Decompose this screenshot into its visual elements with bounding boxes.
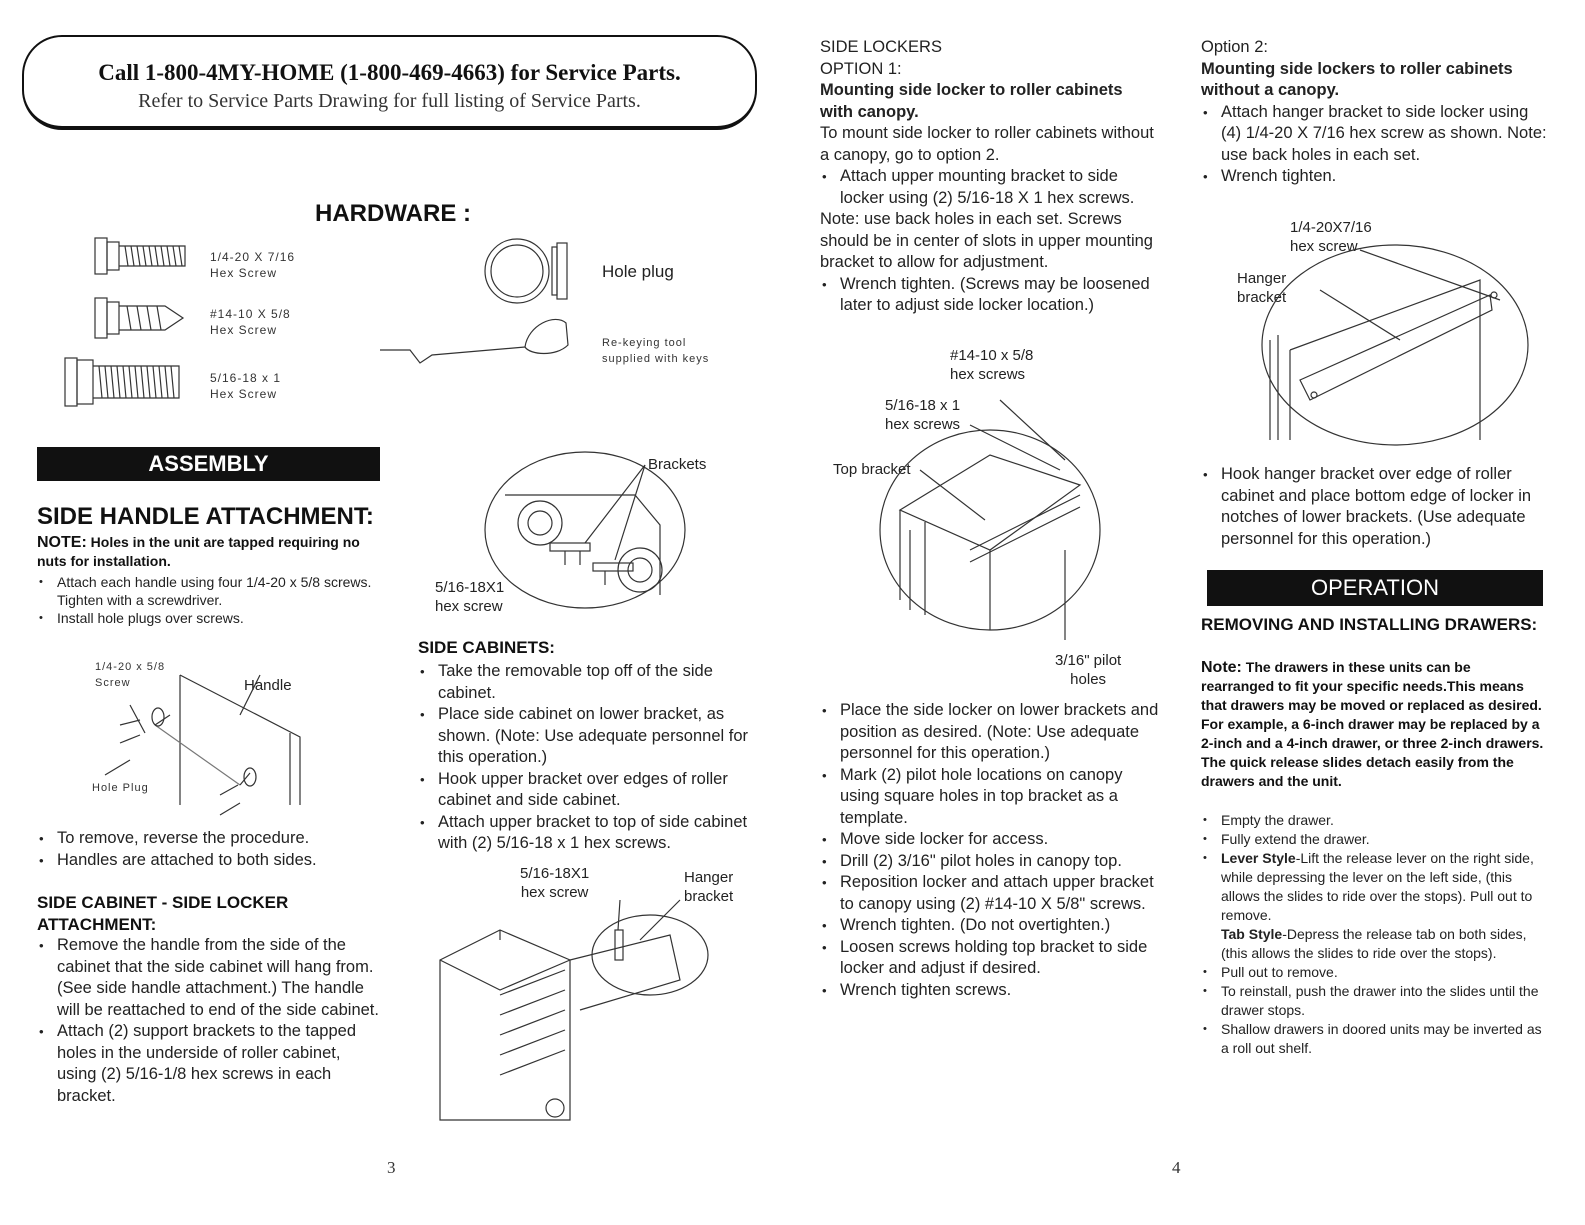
option1-step-drill: • Drill (2) 3/16" pilot holes in canopy top. [820, 851, 1160, 873]
top-bracket-drawing [880, 400, 1100, 640]
option2-title: Mounting side lockers to roller cabinets without a canopy. [1201, 59, 1513, 99]
option1-note: Note: use back holes in each set. Screws should be in center of slots in upper mounting bracket to allow for adjustment. [820, 210, 1153, 271]
drawer-steps [1201, 811, 1546, 1058]
fig-hex516-type: hex screws [885, 416, 961, 433]
fig1-screw-size: 5/16-18X1 [435, 579, 505, 596]
fig-opt2-screw-type: hex screw [1290, 238, 1358, 255]
fig-plug-label: Hole Plug [92, 782, 149, 794]
scsl-step-2: • Attach (2) support brackets to the tapped holes in the underside of roller cabinet, using (2) 5/16-1/8 hex screws in each bracket. [37, 1021, 382, 1107]
service-parts-callout [22, 35, 757, 130]
side-cabinet-step-2: • Place side cabinet on lower bracket, as shown. (Note: Use adequate personnel for this operation.) [418, 704, 758, 769]
service-phone-line: Call 1-800-4MY-HOME (1-800-469-4663) for Service Parts. [98, 60, 681, 85]
drawers-note-text: The drawers in these units can be rearranged to fit your specific needs.This means that drawers may be moved or replaced as desired. For example, a 6-inch drawer may be replaced by a 2-inch and a 4-inch drawer, or three 2-inch drawers. The quick release slides detach easily from the drawers and the unit. [1201, 659, 1544, 789]
handle-step-2: • Install hole plugs over screws. [37, 609, 382, 627]
option1-step1: • Attach upper mounting bracket to side locker using (2) 5/16-18 X 1 hex screws. [820, 166, 1160, 209]
fig1-screw-label [435, 578, 504, 616]
hanger-bracket-drawing [1260, 240, 1530, 450]
side-cabinet-drawing [440, 900, 740, 1130]
lever-style-label: Lever Style [1221, 850, 1296, 866]
screw2-type: Hex Screw [210, 323, 278, 337]
drawers-note-label: Note: [1201, 659, 1242, 676]
fig2-screw-size: 5/16-18X1 [520, 865, 590, 882]
option1-heading: OPTION 1: [820, 59, 902, 78]
fig-hex14-size: #14-10 x 5/8 [950, 347, 1034, 364]
option1-step1-list [820, 166, 1160, 209]
option2-step-1: • Attach hanger bracket to side locker using (4) 1/4-20 X 7/16 hex screw as shown. Note: use back holes in each set. [1201, 102, 1551, 167]
fig-opt2-hanger-line2: bracket [1237, 289, 1287, 306]
hardware-screws-drawing [85, 232, 205, 412]
assembly-note [37, 533, 387, 571]
removing-drawers-title: REMOVING AND INSTALLING DRAWERS: [1201, 615, 1538, 634]
option1-step-mark: • Mark (2) pilot hole locations on canopy using square holes in top bracket as a template. [820, 765, 1160, 830]
page-number-right: 4 [1172, 1158, 1181, 1177]
side-handle-title: SIDE HANDLE ATTACHMENT: [37, 503, 374, 530]
scsl-title: SIDE CABINET - SIDE LOCKER ATTACHMENT: [37, 893, 289, 934]
screw2-label [210, 306, 291, 338]
handle-steps [37, 573, 382, 627]
rekey-tool-label [602, 335, 709, 367]
side-lockers-heading: SIDE LOCKERS [820, 38, 942, 56]
fig2-hanger-line1: Hanger [684, 869, 734, 886]
option2-steps [1201, 102, 1551, 188]
screw1-size: 1/4-20 X 7/16 [210, 250, 296, 264]
drawer-step-lever [1201, 849, 1546, 963]
side-handle-drawing [100, 665, 310, 815]
fig-pilot-line1: 3/16" pilot [1055, 652, 1122, 669]
tab-style-label: Tab Style [1221, 926, 1283, 942]
option1-step-reposition: • Reposition locker and attach upper bracket to canopy using (2) #14-10 X 5/8" screws. [820, 872, 1160, 915]
fig-pilot-label [1055, 651, 1121, 689]
fig-hex516-size: 5/16-18 x 1 [885, 397, 961, 414]
scsl-step-1: • Remove the handle from the side of the cabinet that the side cabinet will hang from. (See side handle attachment.) The handle will be reattached to end of the side cabinet. [37, 935, 382, 1021]
screw3-label [210, 370, 281, 402]
option1-step2-list [820, 274, 1160, 317]
note-label: NOTE: [37, 534, 87, 551]
option1-step-loosen: • Loosen screws holding top bracket to side locker and adjust if desired. [820, 937, 1160, 980]
handle-notes [37, 828, 382, 871]
screw2-size: #14-10 X 5/8 [210, 307, 291, 321]
handle-note-1: • To remove, reverse the procedure. [37, 828, 382, 850]
scsl-steps [37, 935, 382, 1107]
screw3-size: 5/16-18 x 1 [210, 371, 282, 385]
fig-hex14-label [950, 346, 1033, 384]
side-cabinets-title: SIDE CABINETS: [418, 638, 555, 657]
rekey-line2: supplied with keys [602, 353, 710, 365]
service-parts-note: Refer to Service Parts Drawing for full listing of Service Parts. [138, 90, 641, 112]
fig-opt2-hanger-line1: Hanger [1237, 270, 1287, 287]
assembly-bar: ASSEMBLY [37, 447, 380, 481]
drawer-step-pull: • Pull out to remove. [1201, 963, 1546, 982]
fig-handle-label: Handle [244, 677, 292, 694]
option1-title: Mounting side locker to roller cabinets with canopy. [820, 81, 1123, 121]
side-cabinet-step-3: • Hook upper bracket over edges of roller cabinet and side cabinet. [418, 769, 758, 812]
option2-heading: Option 2: [1201, 38, 1268, 56]
fig2-screw-label [520, 864, 589, 902]
drawers-note [1201, 658, 1546, 791]
drawer-step-reinstall: • To reinstall, push the drawer into the slides until the drawer stops. [1201, 982, 1546, 1020]
fig2-hanger-line2: bracket [684, 888, 734, 905]
option1-intro: To mount side locker to roller cabinets without a canopy, go to option 2. [820, 124, 1154, 164]
option2-hook-step [1201, 464, 1551, 550]
fig-screw-type: Screw [95, 677, 131, 689]
screw1-type: Hex Screw [210, 266, 278, 280]
note-text: Holes in the unit are tapped requiring no nuts for installation. [37, 534, 360, 569]
fig1-screw-type: hex screw [435, 598, 503, 615]
fig-pilot-line2: holes [1070, 671, 1107, 688]
side-cabinet-steps [418, 661, 758, 855]
option2-step-3: • Hook hanger bracket over edge of roller cabinet and place bottom edge of locker in notches of lower brackets. (Use adequate personnel for this operation.) [1201, 464, 1551, 550]
fig-opt2-screw-size: 1/4-20X7/16 [1290, 219, 1372, 236]
side-cabinet-step-1: • Take the removable top off of the side cabinet. [418, 661, 758, 704]
side-cabinet-step-4: • Attach upper bracket to top of side cabinet with (2) 5/16-18 x 1 hex screws. [418, 812, 758, 855]
handle-note-2: • Handles are attached to both sides. [37, 850, 382, 872]
brackets-drawing [485, 455, 695, 615]
fig-screw-size: 1/4-20 x 5/8 [95, 661, 166, 673]
drawer-step-empty: • Empty the drawer. [1201, 811, 1546, 830]
option1-steps [820, 700, 1160, 1001]
screw3-type: Hex Screw [210, 387, 278, 401]
option1-step-final: • Wrench tighten screws. [820, 980, 1160, 1002]
screw1-label [210, 249, 295, 281]
drawer-step-extend: • Fully extend the drawer. [1201, 830, 1546, 849]
hardware-title: HARDWARE : [315, 200, 471, 227]
drawer-step-shallow: • Shallow drawers in doored units may be inverted as a roll out shelf. [1201, 1020, 1546, 1058]
option1-step-tighten: • Wrench tighten. (Do not overtighten.) [820, 915, 1160, 937]
option2-section [1201, 37, 1551, 188]
rekey-line1: Re-keying tool [602, 337, 687, 349]
tab-style-text: -Depress the release tab on both sides, (this allows the slides to ride over the stops). [1221, 926, 1527, 961]
lever-style-text: -Lift the release lever on the right side, while depressing the lever on the left side, (this allows the slides to ride over the stops). Pull out to remove. [1221, 850, 1534, 923]
fig2-screw-type: hex screw [520, 884, 589, 901]
side-lockers-section [820, 37, 1160, 317]
page-number-left: 3 [387, 1158, 396, 1177]
option2-step-2: • Wrench tighten. [1201, 166, 1551, 188]
fig-brackets-label: Brackets [648, 456, 707, 473]
option1-step-move: • Move side locker for access. [820, 829, 1160, 851]
hole-plug-label: Hole plug [602, 262, 674, 281]
fig-hex14-type: hex screws [950, 366, 1026, 383]
operation-bar: OPERATION [1207, 570, 1543, 606]
handle-step-1: • Attach each handle using four 1/4-20 x 5/8 screws. Tighten with a screwdriver. [37, 573, 382, 609]
fig-top-bracket-label: Top bracket [833, 461, 911, 478]
option1-step-place: • Place the side locker on lower brackets and position as desired. (Note: Use adequate personnel for this operation.) [820, 700, 1160, 765]
hole-plug-and-rekey-tool-drawing [380, 235, 580, 375]
option1-step2: • Wrench tighten. (Screws may be loosened later to adjust side locker location.) [820, 274, 1160, 317]
